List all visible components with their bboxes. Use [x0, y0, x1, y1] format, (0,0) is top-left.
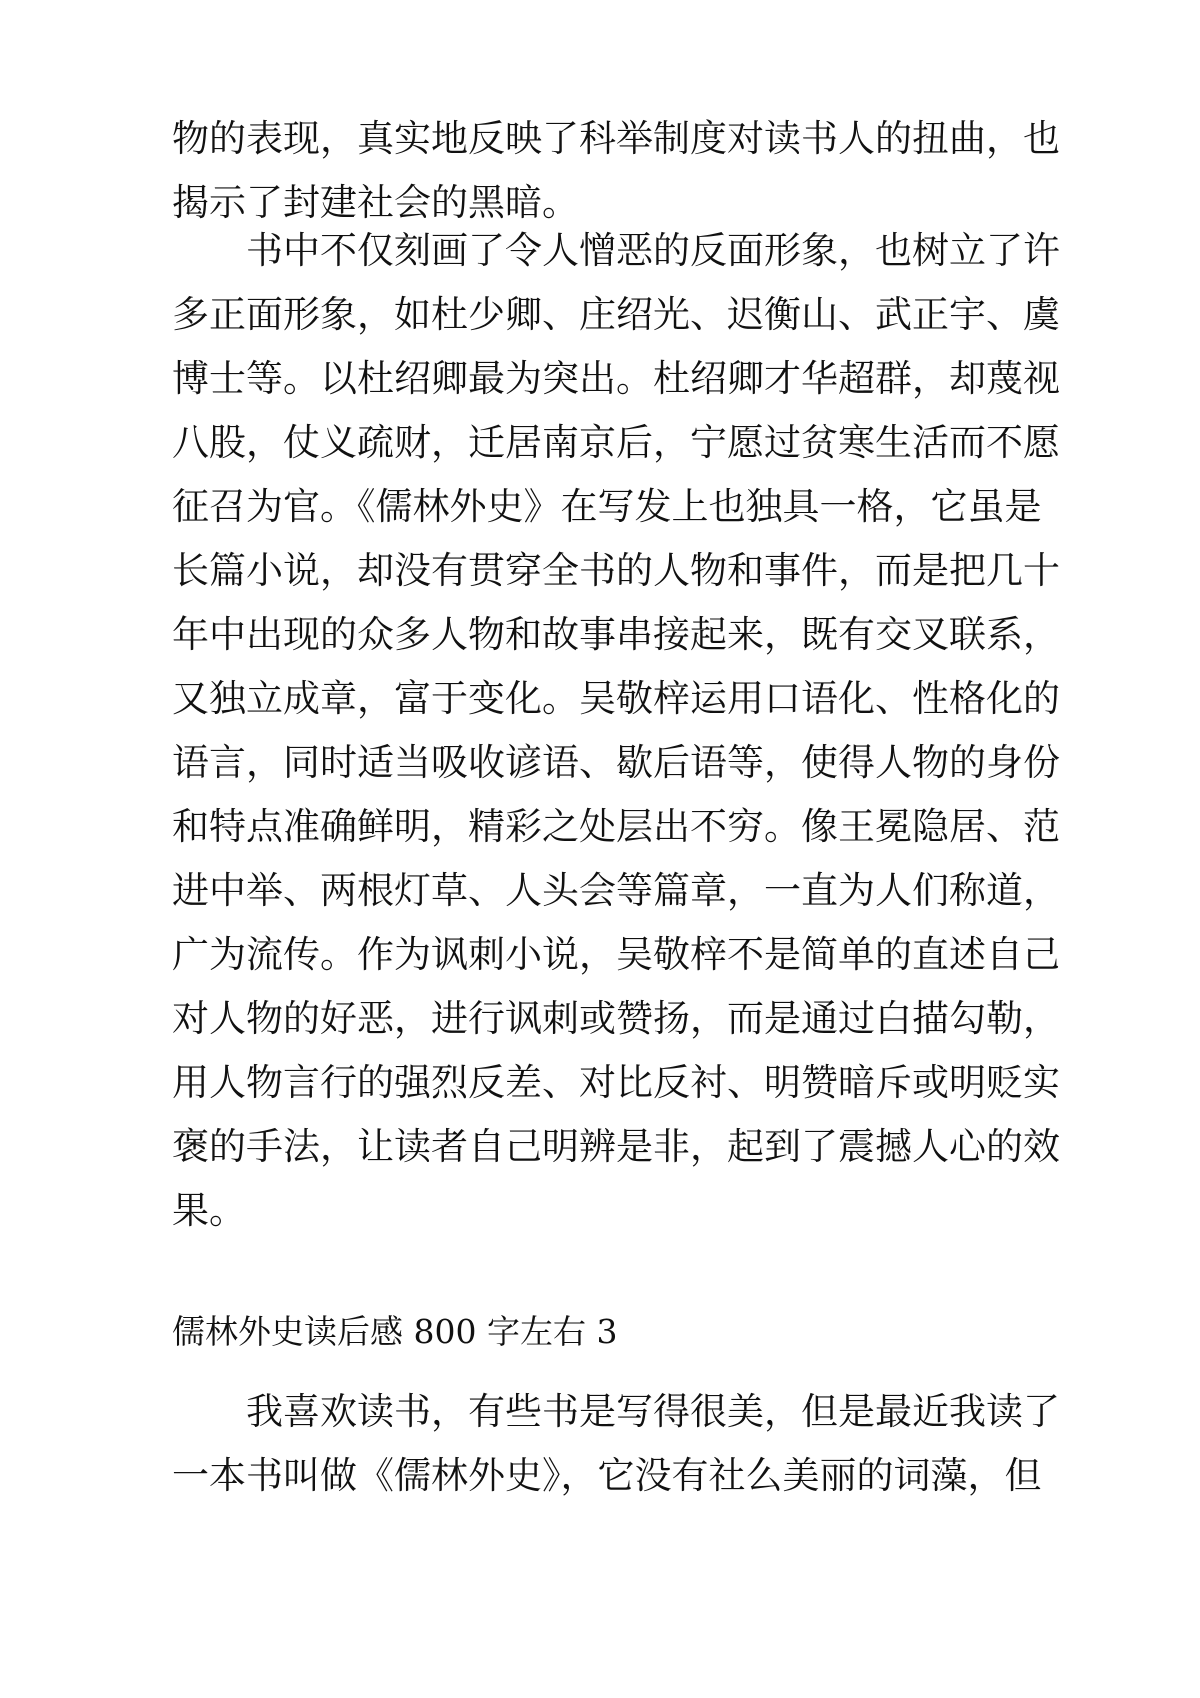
- section-heading: 儒林外史读后感 800 字左右 3: [172, 1312, 618, 1351]
- text-line: 一本书叫做《儒林外史》，它没有社么美丽的词藻，但: [172, 1454, 1042, 1497]
- text-line: 多正面形象，如杜少卿、庄绍光、迟衡山、武正宇、虞: [172, 293, 1060, 336]
- text-line: 语言，同时适当吸收谚语、歇后语等，使得人物的身份: [172, 741, 1060, 784]
- text-line: 广为流传。作为讽刺小说，吴敬梓不是简单的直述自己: [172, 933, 1060, 976]
- text-line: 对人物的好恶，进行讽刺或赞扬，而是通过白描勾勒，: [172, 997, 1060, 1040]
- text-line: 书中不仅刻画了令人憎恶的反面形象，也树立了许: [246, 229, 1060, 272]
- paragraph-intro: [172, 1380, 1060, 1508]
- text-line: 褒的手法，让读者自己明辨是非，起到了震撼人心的效: [172, 1125, 1060, 1168]
- text-line: 果。: [172, 1189, 246, 1232]
- text-line: 用人物言行的强烈反差、对比反衬、明赞暗斥或明贬实: [172, 1061, 1060, 1104]
- text-line: 我喜欢读书，有些书是写得很美，但是最近我读了: [246, 1390, 1060, 1433]
- text-line: 和特点准确鲜明，精彩之处层出不穷。像王冕隐居、范: [172, 805, 1060, 848]
- text-line: 八股，仗义疏财，迁居南京后，宁愿过贫寒生活而不愿: [172, 421, 1060, 464]
- text-line: 年中出现的众多人物和故事串接起来，既有交叉联系，: [172, 613, 1060, 656]
- text-line: 进中举、两根灯草、人头会等篇章，一直为人们称道，: [172, 869, 1060, 912]
- paragraph-continued: [172, 107, 1060, 235]
- text-line: 揭示了封建社会的黑暗。: [172, 181, 579, 224]
- text-line: 征召为官。《儒林外史》在写发上也独具一格，它虽是: [172, 485, 1042, 528]
- text-line: 又独立成章，富于变化。吴敬梓运用口语化、性格化的: [172, 677, 1060, 720]
- paragraph-review: [172, 219, 1060, 1243]
- text-line: 长篇小说，却没有贯穿全书的人物和事件，而是把几十: [172, 549, 1060, 592]
- text-line: 博士等。以杜绍卿最为突出。杜绍卿才华超群，却蔑视: [172, 357, 1060, 400]
- text-line: 物的表现，真实地反映了科举制度对读书人的扭曲，也: [172, 117, 1060, 160]
